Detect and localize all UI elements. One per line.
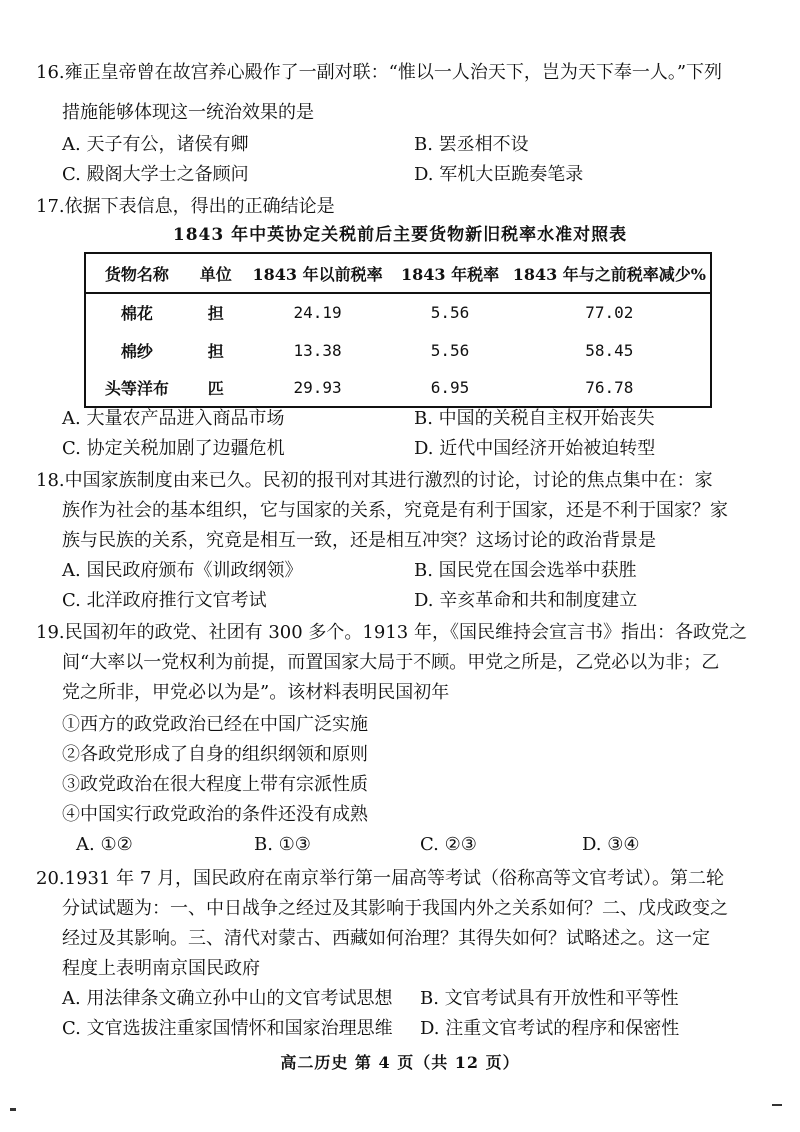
q17-option-c: C. 协定关税加剧了边疆危机 — [62, 438, 285, 459]
q19-item-3: ③政党政治在很大程度上带有宗派性质 — [62, 774, 368, 795]
q17-table-title: 1843 年中英协定关税前后主要货物新旧税率水准对照表 — [172, 225, 628, 245]
table-cell: 76.78 — [585, 378, 634, 397]
table-cell: 5.56 — [430, 340, 470, 360]
table-cell: 担 — [207, 304, 224, 323]
q20-option-c: C. 文官选拔注重家国情怀和国家治理思维 — [62, 1018, 393, 1039]
q16-option-d: D. 军机大臣跪奏笔录 — [414, 164, 584, 185]
q18-stem-line3: 族与民族的关系，究竟是相互一致，还是相互冲突？这场讨论的政治背景是 — [62, 530, 656, 551]
q19-item-2: ②各政党形成了自身的组织纲领和原则 — [62, 744, 368, 765]
table-cell: 头等洋布 — [104, 379, 169, 398]
q20-stem-line1: 20.1931 年 7 月，国民政府在南京举行第一届高等考试（俗称高等文官考试）。第二轮 — [36, 868, 725, 889]
table-cell: 棉纱 — [120, 341, 153, 361]
q20-stem-line2: 分试试题为：一、中日战争之经过及其影响于我国内外之关系如何？二、戊戌政变之 — [62, 898, 728, 919]
q19-stem-line1: 19.民国初年的政党、社团有 300 多个。1913 年，《国民维持会宣言书》指出：各政党之 — [36, 622, 747, 643]
q18-option-c: C. 北洋政府推行文官考试 — [62, 590, 267, 611]
q17-option-b: B. 中国的关税自主权开始丧失 — [414, 408, 655, 429]
table-cell: 24.19 — [293, 303, 342, 322]
q19-stem-line3: 党之所非，甲党必以为是”。该材料表明民国初年 — [62, 682, 450, 703]
q20-option-b: B. 文官考试具有开放性和平等性 — [420, 988, 679, 1009]
q18-option-a: A. 国民政府颁布《训政纲领》 — [62, 560, 303, 581]
q18-stem-line2: 族作为社会的基本组织，它与国家的关系，究竟是有利于国家，还是不利于国家？家 — [62, 500, 728, 521]
table-header-cell: 1843 年税率 — [391, 253, 508, 293]
table-cell: 担 — [207, 341, 224, 361]
q19-option-c: C. ②③ — [420, 834, 477, 855]
q19-option-d: D. ③④ — [582, 834, 640, 855]
q18-option-b: B. 国民党在国会选举中获胜 — [414, 560, 637, 581]
q19-option-b: B. ①③ — [254, 834, 311, 855]
table-header-row — [85, 253, 711, 293]
table-row — [85, 293, 711, 331]
table-header-cell: 1843 年与之前税率减少% — [509, 253, 711, 293]
q20-stem-line4: 程度上表明南京国民政府 — [62, 958, 260, 979]
table-header-cell: 货物名称 — [85, 253, 188, 293]
q16-stem-line2: 措施能够体现这一统治效果的是 — [62, 102, 314, 123]
q16-option-c: C. 殿阁大学士之备顾问 — [62, 164, 249, 185]
q17-option-d: D. 近代中国经济开始被迫转型 — [414, 438, 656, 459]
q16-stem-line1: 16.雍正皇帝曾在故宫养心殿作了一副对联：“惟以一人治天下，岂为天下奉一人。”下列 — [36, 62, 723, 83]
table-cell: 58.45 — [585, 340, 634, 360]
tariff-rate-table — [84, 252, 712, 408]
table-cell: 13.38 — [293, 340, 342, 360]
q20-option-a: A. 用法律条文确立孙中山的文官考试思想 — [62, 988, 393, 1009]
q19-item-1: ①西方的政党政治已经在中国广泛实施 — [62, 714, 368, 735]
scan-mark — [772, 1104, 782, 1106]
q19-item-4: ④中国实行政党政治的条件还没有成熟 — [62, 804, 368, 825]
table-cell: 77.02 — [585, 303, 634, 322]
q16-option-b: B. 罢丞相不设 — [414, 134, 529, 155]
scan-mark — [10, 1108, 16, 1111]
table-row — [85, 331, 711, 369]
q16-option-a: A. 天子有公，诸侯有卿 — [62, 134, 249, 155]
q17-option-a: A. 大量农产品进入商品市场 — [62, 408, 285, 429]
q19-stem-line2: 间“大率以一党权利为前提，而置国家大局于不顾。甲党之所是，乙党必以为非；乙 — [62, 652, 720, 673]
q17-stem: 17.依据下表信息，得出的正确结论是 — [36, 196, 335, 217]
q18-stem-line1: 18.中国家族制度由来已久。民初的报刊对其进行激烈的讨论，讨论的焦点集中在：家 — [36, 470, 713, 491]
table-row — [85, 369, 711, 407]
table-header-cell: 1843 年以前税率 — [244, 253, 392, 293]
table-cell: 棉花 — [120, 304, 153, 323]
table-cell: 29.93 — [293, 378, 342, 397]
table-cell: 匹 — [207, 379, 224, 398]
page-footer: 高二历史 第 4 页（共 12 页） — [280, 1053, 520, 1072]
q20-option-d: D. 注重文官考试的程序和保密性 — [420, 1018, 680, 1039]
q18-option-d: D. 辛亥革命和共和制度建立 — [414, 590, 638, 611]
table-cell: 5.56 — [430, 303, 470, 322]
table-header-cell: 单位 — [188, 253, 244, 293]
q20-stem-line3: 经过及其影响。三、清代对蒙古、西藏如何治理？其得失如何？试略述之。这一定 — [62, 928, 710, 949]
q19-option-a: A. ①② — [76, 834, 133, 855]
table-cell: 6.95 — [430, 378, 470, 397]
